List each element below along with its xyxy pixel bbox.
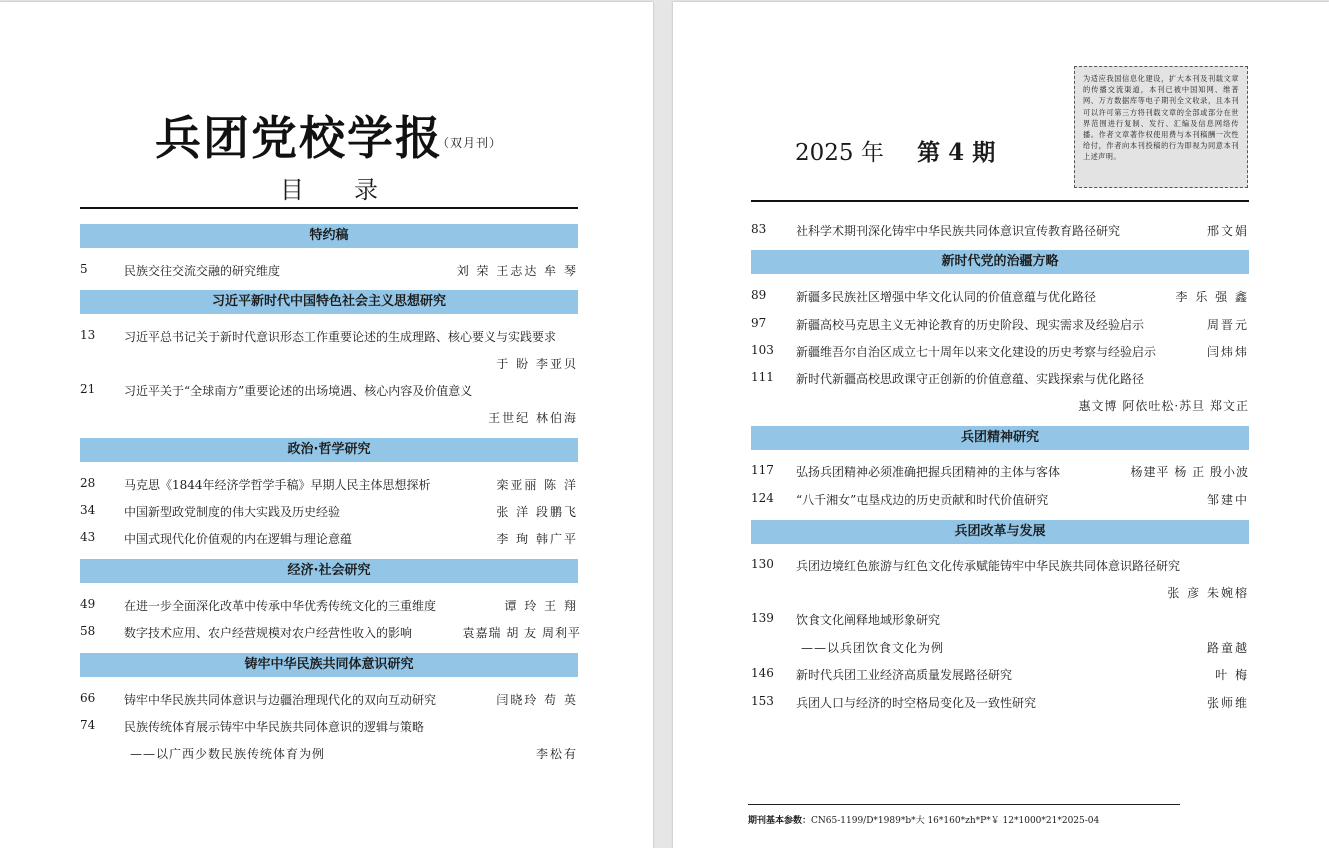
article-authors: 张 洋 段鹏飞 (496, 505, 578, 519)
article-authors: 路童越 (1206, 641, 1249, 655)
article-title: 新疆维吾尔自治区成立七十周年以来文化建设的历史考察与经验启示 (796, 345, 1157, 359)
article-title: 弘扬兵团精神必须准确把握兵团精神的主体与客体 (796, 465, 1061, 479)
article-authors: 邹建中 (1206, 493, 1249, 507)
page-number: 13 (80, 328, 96, 342)
article-title: 中国新型政党制度的伟大实践及历史经验 (124, 505, 341, 519)
article-authors: 张师维 (1206, 696, 1249, 710)
page-number: 130 (751, 557, 774, 571)
page-number: 5 (80, 262, 88, 276)
issue-number: 第 4 期 (917, 139, 996, 166)
article-authors: 惠文博 阿依吐松·苏旦 郑文正 (1078, 399, 1249, 413)
page-number: 74 (80, 718, 96, 732)
article-authors: 邢文娟 (1206, 224, 1249, 238)
page-number: 97 (751, 316, 767, 330)
page-number: 28 (80, 476, 96, 490)
page-number: 89 (751, 288, 767, 302)
article-title: 新时代兵团工业经济高质量发展路径研究 (796, 668, 1013, 682)
toc-heading: 目录 (280, 176, 428, 204)
article-title: 铸牢中华民族共同体意识与边疆治理现代化的双向互动研究 (124, 693, 437, 707)
left-page (0, 2, 653, 848)
article-title: 中国式现代化价值观的内在逻辑与理论意蕴 (124, 532, 353, 546)
section-header: 新时代党的治疆方略 (751, 250, 1249, 274)
article-title: 民族交往交流交融的研究维度 (124, 264, 281, 278)
article-authors: 李 乐 强 鑫 (1175, 290, 1249, 304)
issue-info (795, 134, 995, 167)
article-title: 新时代新疆高校思政课守正创新的价值意蕴、实践探索与优化路径 (796, 372, 1145, 386)
journal-parameters (748, 813, 1099, 826)
page-number: 21 (80, 382, 96, 396)
article-title: 新疆高校马克思主义无神论教育的历史阶段、现实需求及经验启示 (796, 318, 1145, 332)
section-header: 兵团精神研究 (751, 426, 1249, 450)
article-title: 习近平总书记关于新时代意识形态工作重要论述的生成理路、核心要义与实践要求 (124, 330, 557, 344)
article-authors: 谭 玲 王 翔 (504, 599, 578, 613)
title-rule (751, 200, 1249, 202)
parameters-label: 期刊基本参数： (748, 816, 812, 826)
article-authors: 袁嘉瑞 胡 友 周利平 (462, 626, 581, 640)
article-title: 习近平关于“全球南方”重要论述的出场境遇、核心内容及价值意义 (124, 384, 473, 398)
article-authors: 李松有 (535, 747, 578, 761)
page-number: 83 (751, 222, 767, 236)
article-subtitle: ——以广西少数民族传统体育为例 (130, 747, 326, 761)
journal-frequency: （双月刊） (437, 136, 503, 150)
page-number: 43 (80, 530, 96, 544)
copyright-notice: 为适应我国信息化建设，扩大本刊及刊载文章的传播交流渠道，本刊已被中国知网、维普网、万方数据库等电子期刊全文收录，且本刊可以许可第三方将刊载文章的全部或部分在世界范围进行复制、发行、汇编及信息网络传播。作者文章著作权使用费与本刊稿酬一次性给付，作者向本刊投稿的行为即视为同意本刊上述声明。 (1074, 66, 1248, 188)
section-header: 特约稿 (80, 224, 578, 248)
article-authors: 刘 荣 王志达 牟 琴 (456, 264, 578, 278)
page-number: 124 (751, 491, 774, 505)
title-rule (80, 207, 578, 209)
article-title: 兵团人口与经济的时空格局变化及一致性研究 (796, 696, 1037, 710)
article-authors: 周晋元 (1206, 318, 1249, 332)
section-header: 兵团改革与发展 (751, 520, 1249, 544)
parameters-value: CN65-1199/D*1989*b*大 16*160*zh*P*￥ 12*1000*21*2025-04 (811, 816, 1100, 826)
article-title: 兵团边境红色旅游与红色文化传承赋能铸牢中华民族共同体意识路径研究 (796, 559, 1181, 573)
issue-year: 2025 年 (795, 140, 884, 166)
article-title: “八千湘女”屯垦戍边的历史贡献和时代价值研究 (796, 493, 1049, 507)
article-authors: 于 盼 李亚贝 (496, 357, 578, 371)
article-authors: 闫晓玲 苟 英 (496, 693, 578, 707)
article-title: 在进一步全面深化改革中传承中华优秀传统文化的三重维度 (124, 599, 437, 613)
page-number: 49 (80, 597, 96, 611)
article-authors: 张 彦 朱婉榕 (1167, 586, 1249, 600)
section-header: 铸牢中华民族共同体意识研究 (80, 653, 578, 677)
article-title: 饮食文化阐释地域形象研究 (796, 613, 941, 627)
page-number: 103 (751, 343, 774, 357)
page-number: 34 (80, 503, 96, 517)
article-title: 数字技术应用、农户经营规模对农户经营性收入的影响 (124, 626, 413, 640)
page-number: 58 (80, 624, 96, 638)
page-number: 66 (80, 691, 96, 705)
article-title: 社科学术期刊深化铸牢中华民族共同体意识宣传教育路径研究 (796, 224, 1121, 238)
right-page (673, 2, 1329, 848)
page-number: 146 (751, 666, 774, 680)
article-title: 民族传统体育展示铸牢中华民族共同体意识的逻辑与策略 (124, 720, 425, 734)
page-number: 139 (751, 611, 774, 625)
page-number: 117 (751, 463, 774, 477)
article-authors: 杨建平 杨 正 殷小波 (1130, 465, 1249, 479)
article-authors: 叶 梅 (1215, 668, 1249, 682)
section-header: 习近平新时代中国特色社会主义思想研究 (80, 290, 578, 314)
article-authors: 闫炜炜 (1206, 345, 1249, 359)
page-number: 153 (751, 694, 774, 708)
article-authors: 王世纪 林伯海 (488, 411, 578, 425)
article-authors: 李 珣 韩广平 (496, 532, 578, 546)
section-header: 政治·哲学研究 (80, 438, 578, 462)
article-authors: 栾亚丽 陈 洋 (496, 478, 578, 492)
section-header: 经济·社会研究 (80, 559, 578, 583)
page-number: 111 (751, 370, 774, 384)
footer-rule (748, 804, 1180, 805)
article-title: 新疆多民族社区增强中华文化认同的价值意蕴与优化路径 (796, 290, 1097, 304)
article-title: 马克思《1844年经济学哲学手稿》早期人民主体思想探析 (124, 478, 431, 492)
article-subtitle: ——以兵团饮食文化为例 (801, 641, 945, 655)
journal-title: 兵团党校学报 (155, 111, 443, 165)
